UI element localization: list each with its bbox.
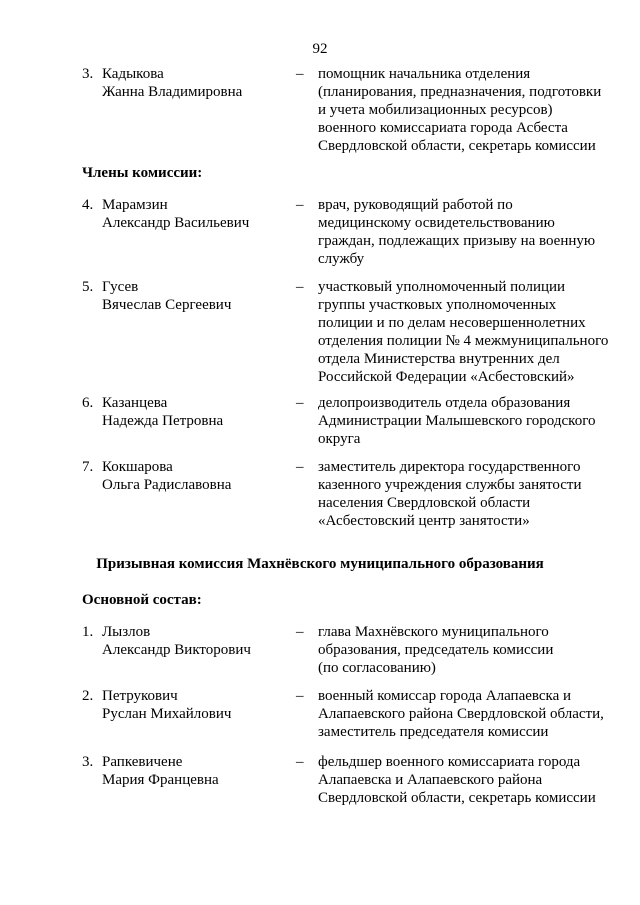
members-heading: Члены комиссии: [82, 165, 203, 181]
entry-number: 4. [82, 197, 94, 213]
entry-number: 6. [82, 395, 94, 411]
role-line: делопроизводитель отдела образования [318, 395, 571, 411]
member-given-names: Александр Васильевич [102, 215, 250, 231]
dash-separator: – [296, 279, 304, 295]
dash-separator: – [296, 688, 304, 704]
entry-number: 3. [82, 66, 94, 82]
member-role [318, 687, 618, 741]
role-line: округа [318, 431, 361, 447]
role-line: военный комиссар города Алапаевска и [318, 688, 572, 704]
member-name [102, 687, 292, 723]
entry-number: 2. [82, 688, 94, 704]
member-surname: Марамзин [102, 197, 168, 213]
main-composition-heading: Основной состав: [82, 592, 202, 608]
member-role [318, 623, 618, 677]
role-line: Свердловской области, секретарь комиссии [318, 790, 596, 806]
role-line: врач, руководящий работой по [318, 197, 513, 213]
member-surname: Казанцева [102, 395, 168, 411]
role-line: заместитель председателя комиссии [318, 724, 549, 740]
role-line: (планирования, предназначения, подготовки [318, 84, 602, 100]
entry-number: 5. [82, 279, 94, 295]
member-given-names: Мария Францевна [102, 772, 219, 788]
member-role [318, 196, 618, 268]
commission-heading: Призывная комиссия Махнёвского муниципального образования [96, 556, 544, 572]
member-surname: Гусев [102, 279, 139, 295]
dash-separator: – [296, 624, 304, 640]
member-role [318, 753, 618, 807]
role-line: и учета мобилизационных ресурсов) [318, 102, 553, 118]
role-line: Алапаевского района Свердловской области, [318, 706, 604, 722]
role-line: Алапаевска и Алапаевского района [318, 772, 543, 788]
role-line: граждан, подлежащих призыву на военную [318, 233, 596, 249]
member-role [318, 65, 618, 155]
page-number: 92 [312, 41, 328, 57]
role-line: службу [318, 251, 365, 267]
role-line: группы участковых уполномоченных [318, 297, 557, 313]
entry-number: 3. [82, 754, 94, 770]
role-line: военного комиссариата города Асбеста [318, 120, 568, 136]
role-line: казенного учреждения службы занятости [318, 477, 582, 493]
role-line: помощник начальника отделения [318, 66, 531, 82]
entry-number: 7. [82, 459, 94, 475]
member-name [102, 278, 292, 314]
member-surname: Петрукович [102, 688, 178, 704]
member-given-names: Александр Викторович [102, 642, 251, 658]
member-role [318, 394, 618, 448]
member-surname: Кокшарова [102, 459, 173, 475]
member-name [102, 458, 292, 494]
member-name [102, 394, 292, 430]
role-line: полиции и по делам несовершеннолетних [318, 315, 586, 331]
member-role [318, 458, 618, 530]
member-surname: Рапкевичене [102, 754, 183, 770]
member-given-names: Руслан Михайлович [102, 706, 232, 722]
role-line: участковый уполномоченный полиции [318, 279, 566, 295]
member-name [102, 196, 292, 232]
role-line: Администрации Малышевского городского [318, 413, 596, 429]
member-surname: Лызлов [102, 624, 151, 640]
entry-number: 1. [82, 624, 94, 640]
dash-separator: – [296, 197, 304, 213]
member-role [318, 278, 618, 386]
role-line: отделения полиции № 4 межмуниципального [318, 333, 609, 349]
role-line: медицинскому освидетельствованию [318, 215, 555, 231]
role-line: (по согласованию) [318, 660, 436, 676]
dash-separator: – [296, 395, 304, 411]
member-surname: Кадыкова [102, 66, 164, 82]
member-given-names: Вячеслав Сергеевич [102, 297, 232, 313]
role-line: образования, председатель комиссии [318, 642, 554, 658]
member-given-names: Жанна Владимировна [102, 84, 243, 100]
role-line: глава Махнёвского муниципального [318, 624, 549, 640]
member-name [102, 623, 292, 659]
member-given-names: Надежда Петровна [102, 413, 224, 429]
dash-separator: – [296, 754, 304, 770]
member-name [102, 65, 292, 101]
role-line: отдела Министерства внутренних дел [318, 351, 560, 367]
role-line: фельдшер военного комиссариата города [318, 754, 581, 770]
role-line: заместитель директора государственного [318, 459, 581, 475]
role-line: населения Свердловской области [318, 495, 531, 511]
role-line: Свердловской области, секретарь комиссии [318, 138, 596, 154]
role-line: «Асбестовский центр занятости» [318, 513, 530, 529]
member-name [102, 753, 292, 789]
dash-separator: – [296, 66, 304, 82]
role-line: Российской Федерации «Асбестовский» [318, 369, 575, 385]
member-given-names: Ольга Радиславовна [102, 477, 232, 493]
dash-separator: – [296, 459, 304, 475]
